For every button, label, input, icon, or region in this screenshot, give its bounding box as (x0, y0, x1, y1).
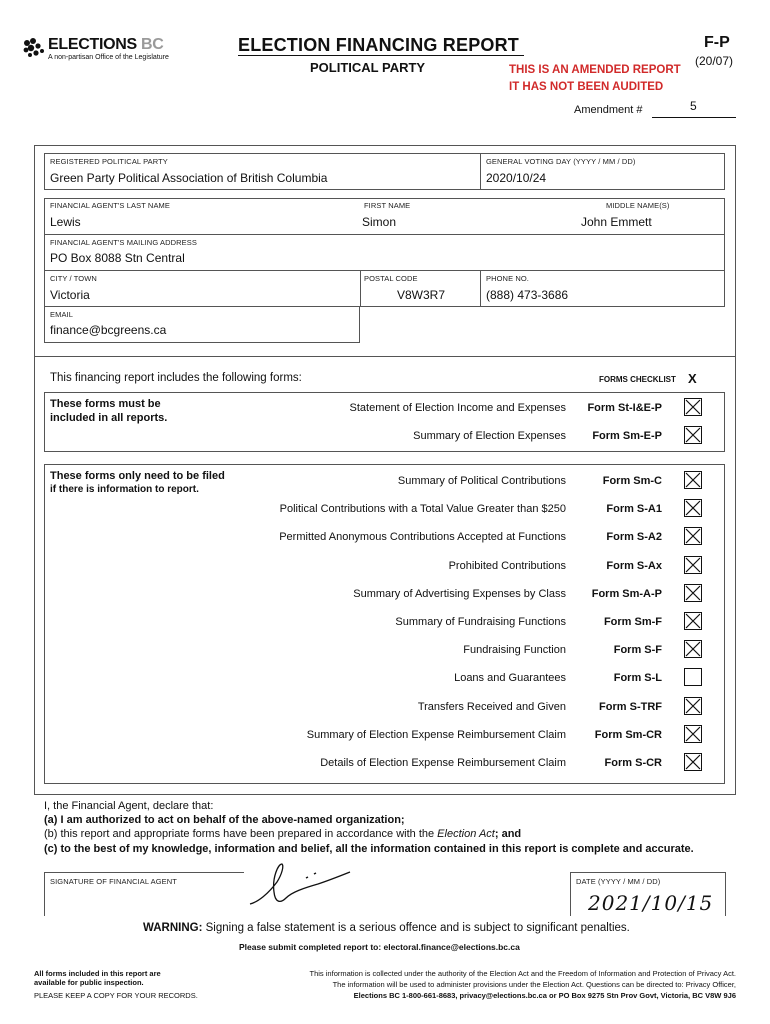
city-label: CITY / TOWN (50, 274, 97, 283)
x-mark-icon (685, 641, 701, 657)
form-checkbox[interactable] (684, 584, 702, 602)
form-description: Transfers Received and Given (417, 700, 566, 713)
address-field[interactable]: PO Box 8088 Stn Central (50, 251, 185, 265)
form-description: Summary of Election Expense Reimbursement Claim (306, 728, 566, 741)
x-mark-icon (685, 585, 701, 601)
date-box-top (570, 872, 726, 873)
email-field[interactable]: finance@bcgreens.ca (50, 323, 167, 337)
signature-box-top (44, 872, 244, 873)
forms-checklist-label: FORMS CHECKLIST (599, 375, 676, 384)
x-mark-icon (685, 698, 701, 714)
amendment-label: Amendment # (574, 104, 643, 116)
form-description: Statement of Election Income and Expenses (349, 402, 566, 414)
signature-box-left (44, 872, 45, 916)
address-label: FINANCIAL AGENT'S MAILING ADDRESS (50, 238, 197, 247)
form-code-label: Form S-L (613, 672, 662, 685)
x-mark-icon (685, 472, 701, 488)
form-code-label: Form S-A1 (606, 503, 662, 516)
x-mark-icon (685, 754, 701, 770)
x-mark-icon (685, 613, 701, 629)
form-code-label: Form S-A2 (606, 531, 662, 544)
declaration-b: (b) this report and appropriate forms have been prepared in accordance with the Election Act; and (44, 828, 522, 840)
gvd-field[interactable]: 2020/10/24 (486, 171, 547, 185)
city-field[interactable]: Victoria (50, 288, 90, 302)
forms-included-label: This financing report includes the following forms: (50, 372, 302, 384)
form-checkbox[interactable] (684, 697, 702, 715)
x-mark-icon (685, 557, 701, 573)
divider (480, 270, 481, 307)
form-checkbox[interactable] (684, 398, 702, 416)
form-description: Summary of Advertising Expenses by Class (353, 587, 566, 600)
postal-code-label: POSTAL CODE (364, 274, 418, 283)
form-code-label: Form S-TRF (599, 700, 662, 713)
date-field[interactable]: 2021/10/15 (588, 891, 714, 915)
submit-instruction: Please submit completed report to: electoral.finance@elections.bc.ca (239, 942, 520, 952)
form-code-label: Form Sm-CR (594, 728, 662, 741)
title-underline (238, 55, 524, 56)
x-mark-icon (685, 726, 701, 742)
logo-wordmark: ELECTIONS BC (48, 36, 164, 53)
form-checkbox[interactable] (684, 426, 702, 444)
party-field[interactable]: Green Party Political Association of British Columbia (50, 171, 328, 185)
declaration-a: (a) I am authorized to act on behalf of the above-named organization; (44, 814, 405, 826)
declaration-c: (c) to the best of my knowledge, information and belief, all the information contained in this report is complete and accurate. (44, 843, 694, 855)
x-mark-icon (685, 399, 701, 415)
amendment-number-field[interactable]: 5 (690, 99, 697, 113)
amendment-underline (652, 117, 736, 118)
form-description: Summary of Election Expenses (413, 430, 566, 442)
report-title: ELECTION FINANCING REPORT (238, 35, 520, 55)
postal-code-field[interactable]: V8W3R7 (397, 288, 446, 302)
date-box-right (725, 872, 726, 916)
form-description: Fundraising Function (463, 644, 566, 657)
form-code: F-P (704, 34, 730, 51)
middle-name-field[interactable]: John Emmett (581, 215, 652, 229)
form-version: (20/07) (695, 54, 734, 68)
form-checkbox[interactable] (684, 640, 702, 658)
form-code-label: Form S-F (613, 644, 662, 657)
form-code-label: Form St-I&E-P (587, 402, 662, 414)
signature-label: SIGNATURE OF FINANCIAL AGENT (50, 877, 177, 886)
amended-notice-line1: THIS IS AN AMENDED REPORT (509, 64, 681, 76)
date-box-left (570, 872, 571, 916)
x-mark-icon (685, 528, 701, 544)
first-name-label: FIRST NAME (364, 201, 411, 210)
form-code-label: Form Sm-F (603, 616, 662, 628)
form-code-label: Form Sm-C (602, 475, 662, 487)
form-description: Prohibited Contributions (448, 559, 566, 572)
form-code-label: Form Sm-E-P (592, 430, 662, 442)
form-code-label: Form Sm-A-P (591, 587, 662, 600)
form-code-label: Form S-CR (604, 757, 662, 769)
form-checkbox[interactable] (684, 527, 702, 545)
form-description: Loans and Guarantees (454, 672, 566, 685)
phone-label: PHONE NO. (486, 274, 529, 283)
signature-field[interactable] (244, 858, 360, 910)
footer-left: All forms included in this report are available for public inspection. PLEASE KEEP A COPY FOR YOUR RECORDS. (34, 969, 198, 1000)
declaration-intro: I, the Financial Agent, declare that: (44, 800, 214, 812)
phone-field[interactable]: (888) 473-3686 (486, 288, 569, 302)
optional-forms-title: These forms only need to be filed if there is information to report. (50, 470, 225, 495)
required-forms-title: These forms must be included in all reports. (50, 398, 168, 424)
divider (480, 153, 481, 190)
first-name-field[interactable]: Simon (362, 215, 397, 229)
logo-tagline: A non-partisan Office of the Legislature (48, 54, 169, 61)
last-name-label: FINANCIAL AGENT'S LAST NAME (50, 201, 170, 210)
form-description: Details of Election Expense Reimbursement Claim (320, 757, 566, 769)
amended-notice-line2: IT HAS NOT BEEN AUDITED (509, 81, 664, 93)
gvd-label: GENERAL VOTING DAY (YYYY / MM / DD) (486, 157, 636, 166)
form-description: Permitted Anonymous Contributions Accepted at Functions (279, 531, 566, 544)
x-mark-icon (685, 500, 701, 516)
form-checkbox[interactable] (684, 725, 702, 743)
form-checkbox[interactable] (684, 556, 702, 574)
form-description: Political Contributions with a Total Value Greater than $250 (279, 503, 566, 516)
form-code-label: Form S-Ax (606, 559, 662, 572)
form-checkbox[interactable] (684, 753, 702, 771)
x-mark-icon (685, 427, 701, 443)
section-divider (34, 794, 736, 795)
form-checkbox[interactable] (684, 668, 702, 686)
email-label: EMAIL (50, 310, 74, 319)
form-description: Summary of Fundraising Functions (395, 616, 566, 628)
form-checkbox[interactable] (684, 471, 702, 489)
checklist-mark: X (688, 371, 697, 386)
divider (360, 270, 361, 307)
form-description: Summary of Political Contributions (397, 475, 566, 487)
elections-bc-logo-icon (22, 37, 48, 59)
section-divider (34, 356, 736, 357)
form-checkbox[interactable] (684, 612, 702, 630)
warning-text: WARNING: Signing a false statement is a serious offence and is subject to significant penalties. (143, 922, 630, 934)
form-checkbox[interactable] (684, 499, 702, 517)
last-name-field[interactable]: Lewis (50, 215, 81, 229)
middle-name-label: MIDDLE NAME(S) (606, 201, 670, 210)
date-label: DATE (YYYY / MM / DD) (576, 877, 661, 886)
party-label: REGISTERED POLITICAL PARTY (50, 157, 168, 166)
footer-right: This information is collected under the authority of the Election Act and the Freedom of Information and Protection of Privacy Act. The information will be used to administer provisions under the Election Act. Questions can be directed to: Privacy Officer, Elections BC 1-800-661-8683, privacy@elections.bc.ca or PO Box 9275 Stn Prov Govt, Victoria, BC V8W 9J6 (309, 969, 736, 1000)
report-subtitle: POLITICAL PARTY (310, 60, 426, 75)
